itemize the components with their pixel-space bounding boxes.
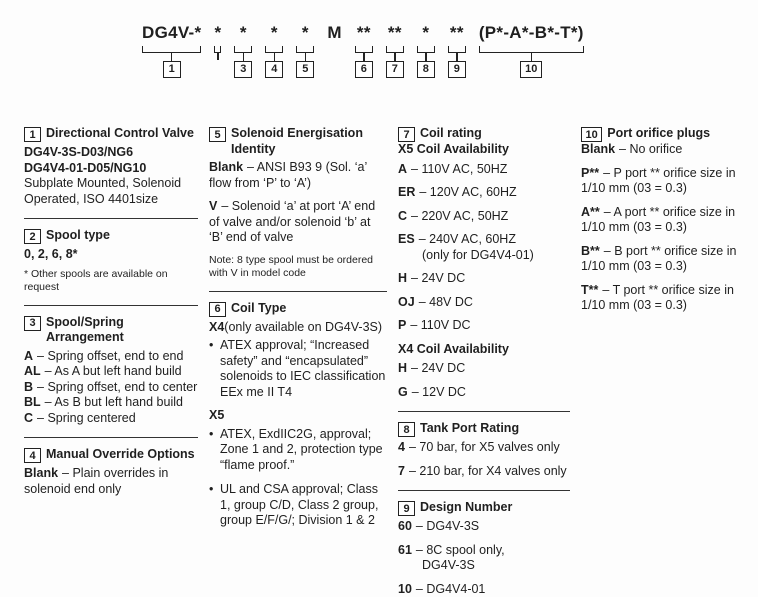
- column-4: [581, 126, 755, 597]
- option-desc: – B port ** orifice size in 1/10 mm (03 = 0.3): [581, 244, 736, 274]
- option-item: [398, 295, 570, 311]
- bracket: [417, 46, 435, 53]
- option-code: V: [209, 199, 217, 213]
- option-code: B**: [581, 244, 600, 258]
- option-desc: – 110V DC: [410, 318, 470, 332]
- coil-type-note: (only available on DG4V-3S): [224, 320, 382, 334]
- section-number: 4: [24, 448, 41, 463]
- option-code: BL: [24, 395, 41, 409]
- option-code: G: [398, 385, 408, 399]
- option-desc: – 120V AC, 60HZ: [419, 185, 516, 199]
- section-number: 1: [24, 127, 41, 142]
- code-number-box: 8: [417, 61, 435, 78]
- connector-line: [363, 53, 365, 61]
- option-desc: – 24V DC: [411, 361, 465, 375]
- option-item: [209, 199, 387, 246]
- section-tank-port-rating: [398, 421, 570, 479]
- code-part-8: [417, 22, 435, 78]
- divider: [398, 411, 570, 412]
- option-desc: – 70 bar, for X5 valves only: [409, 440, 560, 454]
- option-item: [398, 440, 570, 456]
- option-item: [398, 361, 570, 377]
- option-item: [209, 160, 387, 191]
- column-1: [24, 126, 198, 597]
- section-title: Manual Override Options: [46, 447, 195, 463]
- note: Note: 8 type spool must be ordered with V in model code: [209, 254, 387, 280]
- x4-availability-heading: X4 Coil Availability: [398, 342, 570, 358]
- option-desc: – Spring centered: [37, 411, 136, 425]
- bracket: [479, 46, 584, 53]
- option-item: [398, 318, 570, 334]
- code-part-2: [214, 22, 221, 60]
- bracket: [142, 46, 201, 53]
- divider: [209, 291, 387, 292]
- connector-line: [243, 53, 245, 61]
- section-number: 5: [209, 127, 226, 142]
- option-code: T**: [581, 283, 598, 297]
- option-desc: – P port ** orifice size in 1/10 mm (03 = 0.3): [581, 166, 736, 196]
- connector-line: [394, 53, 396, 61]
- option-code: C: [24, 411, 33, 425]
- code-text: *: [214, 22, 221, 44]
- code-text: *: [302, 22, 309, 44]
- content-columns: [24, 126, 755, 597]
- code-part-m: [327, 22, 341, 44]
- section-number: 8: [398, 422, 415, 437]
- option-code: A: [398, 162, 407, 176]
- option-desc: – Spring offset, end to center: [37, 380, 197, 394]
- bracket: [448, 46, 466, 53]
- option-item: [398, 464, 570, 480]
- code-part-3: [234, 22, 252, 78]
- option-desc: – Solenoid ‘a’ at port ‘A’ end of valve and/or solenoid ‘b’ at ‘B’ end of valve: [209, 199, 375, 244]
- option-item: [398, 271, 570, 287]
- section-title: Port orifice plugs: [607, 126, 710, 142]
- option-item: [398, 232, 570, 263]
- divider: [24, 437, 198, 438]
- bracket: [265, 46, 283, 53]
- option-item: [581, 205, 755, 236]
- section-title: Directional Control Valve: [46, 126, 194, 142]
- code-part-7: [386, 22, 404, 78]
- section-description: Subplate Mounted, Solenoid Operated, ISO 4401size: [24, 176, 198, 207]
- code-number-box: 10: [520, 61, 542, 78]
- connector-line: [274, 53, 276, 61]
- option-desc: – 210 bar, for X4 valves only: [409, 464, 567, 478]
- code-text: **: [450, 22, 464, 44]
- divider: [398, 490, 570, 491]
- option-item: [398, 162, 570, 178]
- option-code: H: [398, 271, 407, 285]
- option-code: P**: [581, 166, 599, 180]
- column-2: [209, 126, 387, 597]
- option-code: 7: [398, 464, 405, 478]
- model-name: DG4V-3S-D03/NG6: [24, 145, 198, 161]
- section-title: Coil Type: [231, 301, 286, 317]
- code-text: (P*-A*-B*-T*): [479, 22, 584, 44]
- bullet-item: • UL and CSA approval; Class 1, group C/D, Class 2 group, group E/F/G/; Division 1 & 2: [209, 482, 387, 529]
- option-desc: – A port ** orifice size in 1/10 mm (03 = 0.3): [581, 205, 735, 235]
- connector-line: [171, 53, 173, 61]
- section-port-orifice-plugs: [581, 126, 755, 314]
- option-item: [24, 380, 198, 396]
- section-title: Spool type: [46, 228, 110, 244]
- x5-bullet-list: [209, 427, 387, 529]
- section-number: 6: [209, 302, 226, 317]
- connector-line: [425, 53, 427, 61]
- option-item: [398, 185, 570, 201]
- option-code: ES: [398, 232, 415, 246]
- option-desc: – 48V DC: [419, 295, 473, 309]
- option-code: AL: [24, 364, 41, 378]
- option-desc-line2: (only for DG4V4-01): [398, 248, 570, 264]
- option-item: [24, 349, 198, 365]
- code-text: *: [240, 22, 247, 44]
- option-item: [398, 209, 570, 225]
- option-desc: – DG4V4-01: [416, 582, 485, 596]
- connector-line: [305, 53, 307, 61]
- spool-values: 0, 2, 6, 8*: [24, 247, 198, 263]
- coil-type-x5: X5: [209, 408, 387, 424]
- code-part-9: [448, 22, 466, 78]
- code-number-box: 6: [355, 61, 373, 78]
- section-title: Design Number: [420, 500, 512, 516]
- option-item: [398, 543, 570, 574]
- option-item: [24, 466, 198, 497]
- model-code-diagram: [142, 22, 584, 78]
- option-code: 4: [398, 440, 405, 454]
- connector-line: [531, 53, 533, 61]
- code-number-box: 4: [265, 61, 283, 78]
- code-part-1: [142, 22, 201, 78]
- bracket: [355, 46, 373, 53]
- coil-type-code: X4: [209, 320, 224, 334]
- option-item: [398, 519, 570, 535]
- code-text: DG4V-*: [142, 22, 201, 44]
- section-number: 10: [581, 127, 602, 142]
- option-desc: – 240V AC, 60HZ: [419, 232, 516, 246]
- bullet-item: • ATEX, ExdIIC2G, approval; Zone 1 and 2, protection type “flame proof.”: [209, 427, 387, 474]
- option-item: [24, 395, 198, 411]
- section-solenoid-energisation-identity: [209, 126, 387, 280]
- section-spool-type: [24, 228, 198, 294]
- option-desc: – As B but left hand build: [45, 395, 183, 409]
- code-text: **: [357, 22, 371, 44]
- option-code: C: [398, 209, 407, 223]
- option-code: A: [24, 349, 33, 363]
- code-text: M: [327, 22, 341, 44]
- section-title: Solenoid Energisation Identity: [231, 126, 387, 157]
- code-number-box: 9: [448, 61, 466, 78]
- section-title: Spool/Spring Arrangement: [46, 315, 198, 346]
- section-number: 2: [24, 229, 41, 244]
- option-code: P: [398, 318, 406, 332]
- option-code: H: [398, 361, 407, 375]
- code-number-box: 7: [386, 61, 404, 78]
- x5-availability-heading: X5 Coil Availability: [398, 142, 570, 158]
- code-text: **: [388, 22, 402, 44]
- model-name: DG4V4-01-D05/NG10: [24, 161, 198, 177]
- footnote: * Other spools are available on request: [24, 268, 198, 294]
- option-desc: – 24V DC: [411, 271, 465, 285]
- connector-line: [456, 53, 458, 61]
- section-coil-type: [209, 301, 387, 529]
- section-number: 9: [398, 501, 415, 516]
- option-item: [398, 582, 570, 597]
- option-desc: – As A but left hand build: [45, 364, 182, 378]
- bracket: [234, 46, 252, 53]
- code-text: *: [422, 22, 429, 44]
- option-item: [581, 244, 755, 275]
- option-code: 10: [398, 582, 412, 596]
- option-code: ER: [398, 185, 415, 199]
- option-code: OJ: [398, 295, 415, 309]
- option-item: [581, 283, 755, 314]
- section-coil-rating: [398, 126, 570, 400]
- option-desc: – Spring offset, end to end: [37, 349, 183, 363]
- x4-bullet-list: [209, 338, 387, 400]
- option-code: Blank: [209, 160, 243, 174]
- option-desc: – 220V AC, 50HZ: [411, 209, 508, 223]
- section-number: 3: [24, 316, 41, 331]
- option-code: 61: [398, 543, 412, 557]
- code-part-4: [265, 22, 283, 78]
- option-desc: – No orifice: [619, 142, 682, 156]
- section-number: 7: [398, 127, 415, 142]
- option-desc-line2: DG4V-3S: [398, 558, 570, 574]
- coil-type-x4: [209, 320, 387, 336]
- code-number-box: 5: [296, 61, 314, 78]
- section-directional-control-valve: [24, 126, 198, 207]
- option-code: 60: [398, 519, 412, 533]
- section-manual-override-options: [24, 447, 198, 497]
- option-code: Blank: [581, 142, 615, 156]
- code-part-10: [479, 22, 584, 78]
- option-desc: – ANSI B93 9 (Sol. ‘a’ flow from ‘P’ to ‘A’): [209, 160, 367, 190]
- divider: [24, 305, 198, 306]
- option-desc: – DG4V-3S: [416, 519, 479, 533]
- option-item: [24, 411, 198, 427]
- option-item: [581, 166, 755, 197]
- option-code: A**: [581, 205, 600, 219]
- code-part-5: [296, 22, 314, 78]
- option-desc: – 110V AC, 50HZ: [411, 162, 507, 176]
- code-number-box: 1: [163, 61, 181, 78]
- option-item: [581, 142, 755, 158]
- option-desc: – T port ** orifice size in 1/10 mm (03 = 0.3): [581, 283, 734, 313]
- column-3: [398, 126, 570, 597]
- option-code: B: [24, 380, 33, 394]
- section-title: Coil rating: [420, 126, 482, 142]
- option-desc: – Plain overrides in solenoid end only: [24, 466, 168, 496]
- option-code: Blank: [24, 466, 58, 480]
- section-title: Tank Port Rating: [420, 421, 519, 437]
- bracket: [386, 46, 404, 53]
- section-spool-spring-arrangement: [24, 315, 198, 427]
- bracket: [296, 46, 314, 53]
- option-item: [24, 364, 198, 380]
- code-part-6: [355, 22, 373, 78]
- connector-line: [217, 53, 219, 60]
- option-item: [398, 385, 570, 401]
- option-desc: – 12V DC: [412, 385, 466, 399]
- bullet-item: • ATEX approval; “Increased safety” and “encapsulated” solenoids to IEC classification EEx me II T4: [209, 338, 387, 400]
- code-text: *: [271, 22, 278, 44]
- code-number-box: 3: [234, 61, 252, 78]
- bracket: [214, 46, 221, 53]
- option-desc: – 8C spool only,: [416, 543, 505, 557]
- divider: [24, 218, 198, 219]
